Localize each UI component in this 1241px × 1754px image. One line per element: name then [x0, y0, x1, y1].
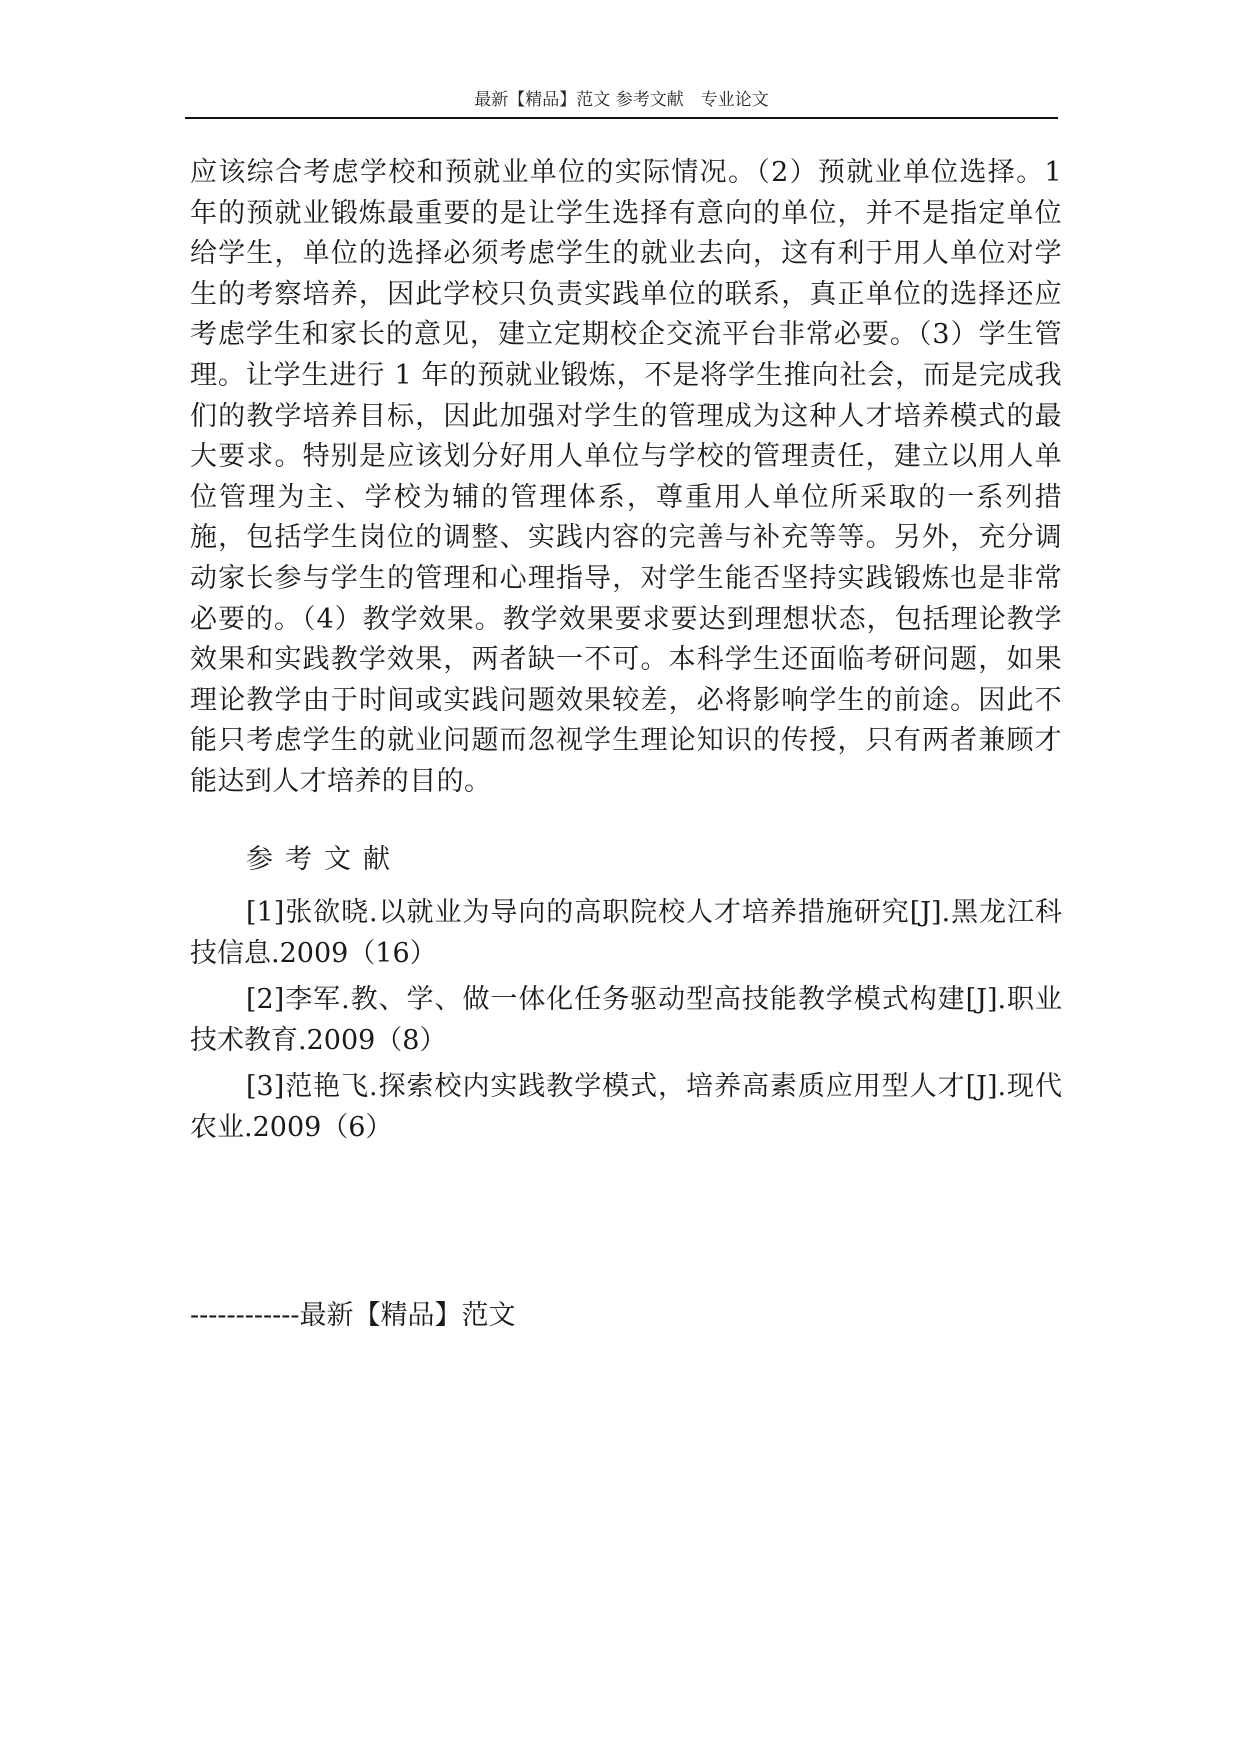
body-paragraph: 应该综合考虑学校和预就业单位的实际情况。（2）预就业单位选择。1 年的预就业锻炼最重要的是让学生选择有意向的单位，并不是指定单位给学生，单位的选择必须考虑学生的就业去向，这有利于用人单位对学生的考察培养，因此学校只负责实践单位的联系，真正单位的选择还应考虑学生和家长的意见，建立定期校企交流平台非常必要。（3）学生管理。让学生进行 1 年的预就业锻炼，不是将学生推向社会，而是完成我们的教学培养目标，因此加强对学生的管理成为这种人才培养模式的最大要求。特别是应该划分好用人单位与学校的管理责任，建立以用人单位管理为主、学校为辅的管理体系，尊重用人单位所采取的一系列措施，包括学生岗位的调整、实践内容的完善与补充等等。另外，充分调动家长参与学生的管理和心理指导，对学生能否坚持实践锻炼也是非常必要的。（4）教学效果。教学效果要求要达到理想状态，包括理论教学效果和实践教学效果，两者缺一不可。本科学生还面临考研问题，如果理论教学由于时间或实践问题效果较差，必将影响学生的前途。因此不能只考虑学生的就业问题而忽视学生理论知识的传授，只有两者兼顾才能达到人才培养的目的。: [190, 157, 1062, 797]
page-header: 最新【精品】范文 参考文献 专业论文: [474, 90, 769, 110]
page-footer: ------------最新【精品】范文: [190, 1300, 516, 1331]
reference-item: [2]李军.教、学、做一体化任务驱动型高技能教学模式构建[J].职业技术教育.2009（8）: [190, 984, 1062, 1056]
reference-item: [1]张欲晓.以就业为导向的高职院校人才培养措施研究[J].黑龙江科技信息.2009（16）: [190, 897, 1062, 969]
reference-item: [3]范艳飞.探索校内实践教学模式，培养高素质应用型人才[J].现代农业.2009（6）: [190, 1071, 1062, 1143]
header-divider: [185, 117, 1058, 119]
references-heading: 参考文献: [246, 844, 402, 875]
references-list: [190, 893, 1062, 1155]
